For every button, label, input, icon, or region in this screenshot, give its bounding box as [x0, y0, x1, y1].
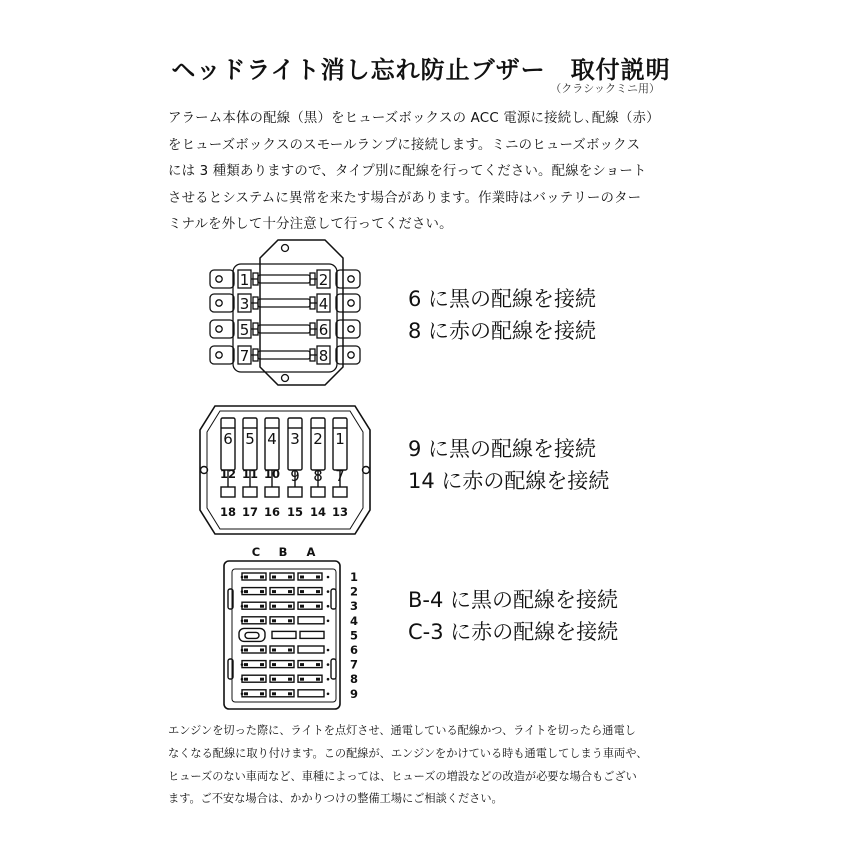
fuse-slot: [272, 631, 296, 638]
fuse-pin: [288, 605, 292, 608]
fuse-number-top: 5: [245, 430, 255, 448]
fuse-pin: [288, 619, 292, 622]
footer-line: エンジンを切った際に、ライトを点灯させ、通電している配線かつ、ライトを切ったら通電し: [168, 724, 636, 737]
fuse-number-right: 2: [318, 271, 329, 289]
terminal-dot: [241, 678, 244, 681]
fuse-pin: [272, 576, 276, 579]
fuse-pin: [260, 619, 264, 622]
fuse-number-bottom: 14: [309, 505, 327, 519]
intro-line: アラーム本体の配線（黒）をヒューズボックスの ACC 電源に接続し､配線（赤）: [168, 111, 660, 126]
fuse-pin: [244, 619, 248, 622]
instructions-type-1: [408, 283, 596, 347]
column-label: C: [251, 545, 261, 559]
terminal-dot: [241, 590, 244, 593]
terminal-dot: [241, 620, 244, 623]
fuse-pin: [316, 576, 320, 579]
row-number: 8: [349, 672, 359, 687]
footer-line: ヒューズのない車両など、車種によっては、ヒューズの増設などの改造が必要な場合もござい: [168, 769, 637, 783]
page-title: ヘッドライト消し忘れ防止ブザー 取付説明: [171, 56, 671, 84]
fuse-number-bottom: 18: [219, 505, 237, 519]
fuse-slot: [300, 631, 324, 638]
fuse-number-top: 6: [223, 430, 233, 448]
fuse-pin: [316, 590, 320, 593]
fuse-pin: [244, 576, 248, 579]
fuse-pin: [288, 663, 292, 666]
fuse-box-type-2: [200, 406, 370, 534]
fuse-pin: [288, 678, 292, 681]
terminal-hole: [216, 276, 222, 282]
fuse-number-left: 1: [239, 271, 250, 289]
row-number: 5: [349, 628, 359, 643]
page-subtitle: （クラシックミニ用）: [550, 82, 660, 95]
fuse-box-type-1: [210, 240, 360, 385]
row-number: 2: [349, 584, 359, 599]
fuse-box-type-3: [224, 545, 358, 709]
terminal-dot: [327, 590, 330, 593]
fuse-number-left: 3: [239, 295, 250, 313]
terminal-dot: [241, 693, 244, 696]
terminal-hole: [348, 276, 354, 282]
fuse-pin: [300, 605, 304, 608]
fuse-body: [258, 325, 310, 333]
terminal-hole: [216, 326, 222, 332]
row-number: 9: [349, 686, 359, 701]
row-number: 4: [349, 613, 359, 628]
fuse-pin: [272, 649, 276, 652]
intro-line: させるとシステムに異常を来たす場合があります。作業時はバッテリーのター: [168, 190, 642, 206]
row-number: 6: [349, 643, 359, 657]
terminal-dot: [241, 649, 244, 652]
fuse-pin: [244, 678, 248, 681]
terminal-slot: [288, 487, 302, 497]
red-wire-instruction: 14 に赤の配線を接続: [408, 469, 610, 493]
fuse-pin: [288, 692, 292, 695]
footer-line: ます。ご不安な場合は、かかりつけの整備工場にご相談ください。: [168, 792, 503, 806]
fuse-slot: [298, 646, 324, 653]
red-wire-instruction: 8 に赤の配線を接続: [408, 319, 597, 343]
fuse-pin: [244, 590, 248, 593]
fuse-number-middle: 8: [313, 467, 323, 485]
fuse-pin: [244, 649, 248, 652]
terminal-hole: [216, 300, 222, 306]
fuse-number-right: 8: [318, 347, 329, 365]
relay-slot: [239, 628, 265, 641]
terminal-dot: [327, 576, 330, 579]
column-label: A: [306, 545, 316, 559]
fuse-pin: [300, 590, 304, 593]
terminal-hole: [348, 300, 354, 306]
terminal-dot: [327, 678, 330, 681]
fuse-pin: [300, 576, 304, 579]
fuse-pin: [288, 576, 292, 579]
terminal-slot: [243, 487, 257, 497]
fuse-pin: [272, 590, 276, 593]
terminal-dot: [241, 576, 244, 579]
fuse-pin: [272, 663, 276, 666]
fuse-number-left: 5: [239, 321, 250, 339]
fuse-number-top: 1: [335, 430, 345, 448]
terminal-dot: [327, 620, 330, 623]
row-number: 3: [349, 599, 359, 614]
fuse-pin: [316, 605, 320, 608]
black-wire-instruction: B-4 に黒の配線を接続: [408, 588, 619, 612]
fuse-body: [258, 299, 310, 307]
fuse-number-top: 2: [313, 430, 323, 448]
fuse-pin: [300, 678, 304, 681]
intro-line: には 3 種類ありますので、タイプ別に配線を行ってください。配線をショート: [168, 164, 647, 179]
fuse-number-bottom: 16: [263, 505, 281, 519]
column-label: B: [278, 545, 288, 559]
instructions-type-3: [408, 584, 618, 648]
fuse-pin: [244, 663, 248, 666]
fuse-number-middle: 10: [263, 467, 281, 481]
terminal-dot: [327, 693, 330, 696]
terminal-slot: [333, 487, 347, 497]
row-number: 1: [349, 570, 359, 584]
fuse-pin: [260, 678, 264, 681]
footer-note: [168, 720, 698, 811]
terminal-slot: [311, 487, 325, 497]
intro-line: をヒューズボックスのスモールランプに接続します。ミニのヒューズボックス: [168, 137, 641, 153]
instructions-type-2: [408, 433, 609, 497]
red-wire-instruction: C-3 に赤の配線を接続: [408, 620, 619, 644]
fuse-number-top: 3: [290, 430, 300, 448]
terminal-dot: [327, 649, 330, 652]
fuse-slot: [298, 617, 324, 624]
fuse-pin: [272, 605, 276, 608]
black-wire-instruction: 9 に黒の配線を接続: [408, 437, 597, 461]
fuse-pin: [260, 576, 264, 579]
fuse-number-middle: 7: [335, 467, 345, 485]
fuse-number-right: 6: [318, 321, 329, 339]
fuse-number-middle: 11: [241, 467, 259, 481]
terminal-dot: [241, 605, 244, 608]
fuse-pin: [272, 692, 276, 695]
fuse-pin: [260, 663, 264, 666]
fuse-body: [258, 275, 310, 283]
fuse-number-top: 4: [267, 430, 277, 448]
fuse-number-middle: 12: [219, 467, 237, 481]
fuse-pin: [272, 678, 276, 681]
fuse-body: [258, 351, 310, 359]
footer-line: なくなる配線に取り付けます。この配線が、エンジンをかけている時も通電してしまう車両や、: [168, 746, 648, 760]
terminal-hole: [348, 326, 354, 332]
fuse-pin: [260, 605, 264, 608]
terminal-slot: [265, 487, 279, 497]
fuse-number-middle: 9: [290, 467, 300, 485]
black-wire-instruction: 6 に黒の配線を接続: [408, 287, 597, 311]
relay-inner: [245, 632, 259, 638]
fuse-pin: [244, 605, 248, 608]
intro-line: ミナルを外して十分注意して行ってください。: [168, 217, 453, 232]
fuse-number-bottom: 17: [241, 505, 259, 519]
terminal-dot: [241, 663, 244, 666]
terminal-slot: [221, 487, 235, 497]
fuse-pin: [260, 590, 264, 593]
fuse-number-right: 4: [318, 295, 329, 313]
fuse-slot: [298, 690, 324, 697]
terminal-hole: [348, 352, 354, 358]
terminal-dot: [327, 663, 330, 666]
fuse-number-bottom: 13: [331, 505, 349, 519]
fuse-pin: [288, 649, 292, 652]
fuse-pin: [300, 663, 304, 666]
fuse-pin: [260, 692, 264, 695]
fuse-pin: [316, 663, 320, 666]
fuse-pin: [316, 678, 320, 681]
fuse-pin: [272, 619, 276, 622]
fuse-pin: [288, 590, 292, 593]
fuse-number-left: 7: [239, 347, 250, 365]
terminal-hole: [216, 352, 222, 358]
fuse-pin: [260, 649, 264, 652]
row-number: 7: [349, 657, 359, 672]
terminal-dot: [327, 605, 330, 608]
fuse-pin: [244, 692, 248, 695]
fuse-number-bottom: 15: [286, 505, 304, 519]
